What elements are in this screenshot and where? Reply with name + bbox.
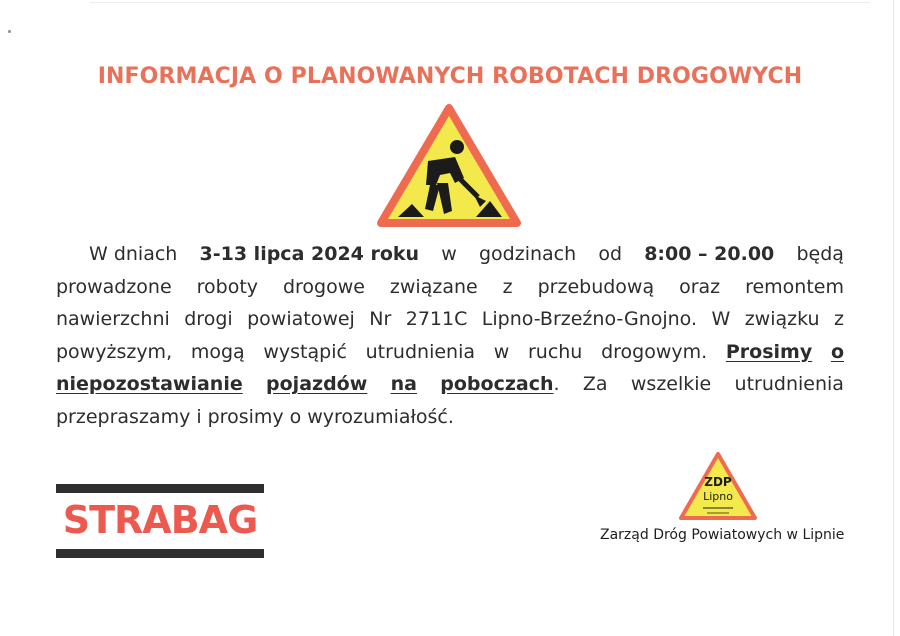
zdp-logo-town: Lipno <box>703 490 733 503</box>
body-word: drogi <box>184 308 233 331</box>
authority-name: Zarząd Dróg Powiatowych w Lipnie <box>600 527 845 543</box>
body-word: ruchu <box>527 340 583 363</box>
body-word: Prosimy <box>725 340 813 363</box>
body-word: związane <box>389 275 478 298</box>
body-word: utrudnienia <box>365 340 476 363</box>
body-line-4 <box>56 336 844 369</box>
body-word: poboczach <box>440 373 554 396</box>
body-word: 3-13 lipca 2024 roku <box>199 243 420 265</box>
body-word: na <box>390 373 417 396</box>
body-word: 2711C <box>405 308 468 331</box>
body-word: oraz <box>679 275 721 298</box>
body-word: przepraszamy <box>56 405 191 428</box>
road-works-warning-icon <box>376 103 522 229</box>
notice-title: INFORMACJA O PLANOWANYCH ROBOTACH DROGOWYCH <box>97 64 803 89</box>
body-word: Za <box>582 373 608 396</box>
body-word: utrudnienia <box>734 373 844 396</box>
strabag-logo-bar-top <box>56 484 264 493</box>
body-word: mogą <box>190 340 245 363</box>
body-word: związku <box>744 308 820 331</box>
scan-speck <box>8 30 11 33</box>
body-word: wyrozumiałość. <box>307 405 454 428</box>
body-word: W dniach <box>89 243 178 265</box>
body-word: powiatowej <box>247 308 355 331</box>
body-word: nawierzchni <box>56 308 170 331</box>
body-word: w <box>441 243 457 265</box>
scan-edge-top <box>90 2 870 3</box>
body-line-3 <box>56 303 844 336</box>
body-word: przebudową <box>537 275 655 298</box>
body-word: Nr <box>369 308 392 331</box>
notice-body <box>56 238 844 434</box>
body-word: o <box>830 340 844 363</box>
body-word: z <box>834 308 844 331</box>
body-word: będą <box>796 243 844 265</box>
strabag-logo-text: STRABAG <box>62 498 258 542</box>
body-word: wszelkie <box>630 373 712 396</box>
body-word: drogowe <box>282 275 365 298</box>
body-line-1 <box>56 238 844 271</box>
body-word: z <box>502 275 513 298</box>
strabag-logo-bar-bottom <box>56 549 264 558</box>
body-word: wystąpić <box>263 340 347 363</box>
body-word: roboty <box>196 275 259 298</box>
body-word: 8:00 – 20.00 <box>644 243 775 265</box>
body-word: prosimy <box>207 405 284 428</box>
zdp-logo-abbrev: ZDP <box>704 475 732 489</box>
body-word: prowadzone <box>56 275 172 298</box>
body-word: . <box>553 373 560 396</box>
body-word: i <box>196 405 202 428</box>
body-word: remontem <box>745 275 844 298</box>
body-word: W <box>711 308 731 331</box>
body-word: w <box>493 340 510 363</box>
body-word: o <box>289 405 302 428</box>
body-word: drogowym. <box>601 340 708 363</box>
body-word: godzinach <box>478 243 577 265</box>
body-word: Lipno-Brzeźno-Gnojno. <box>481 308 698 331</box>
scan-edge-right <box>893 0 894 636</box>
body-word: pojazdów <box>266 373 368 396</box>
body-word: niepozostawianie <box>56 373 243 396</box>
zdp-lipno-logo <box>677 450 759 522</box>
strabag-logo <box>56 484 264 558</box>
body-line-6 <box>56 401 844 434</box>
body-line-2 <box>56 271 844 304</box>
body-line-5 <box>56 368 844 401</box>
body-word: powyższym, <box>56 340 173 363</box>
body-word: od <box>598 243 623 265</box>
